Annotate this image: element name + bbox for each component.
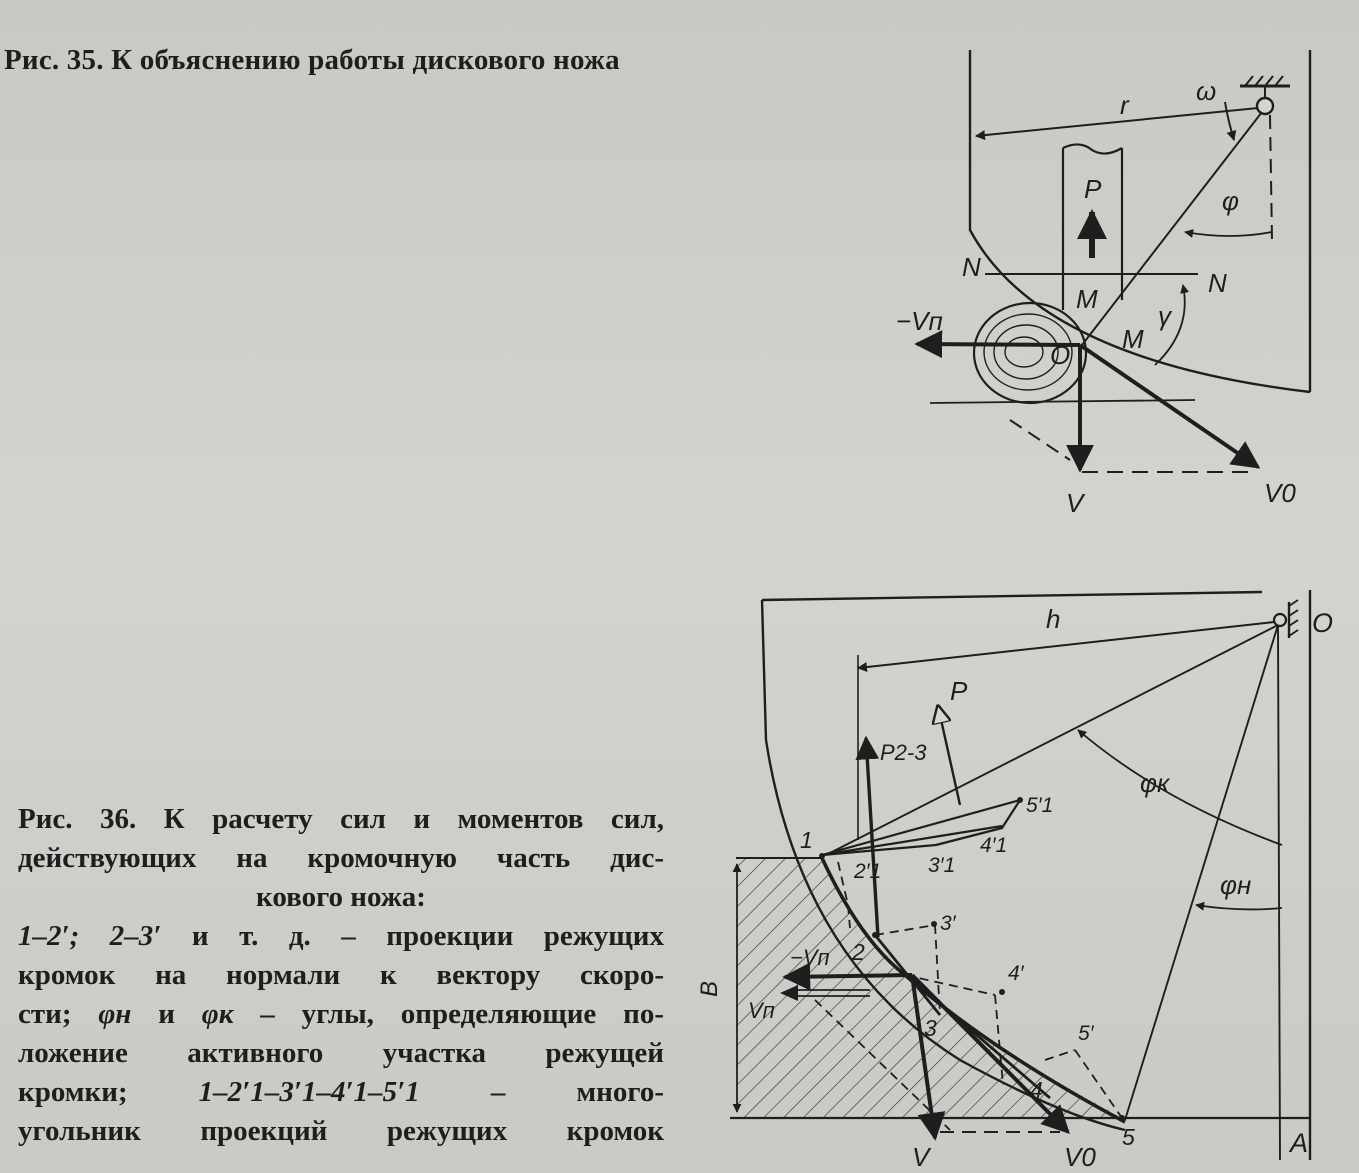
caption-36-title-line3: кового ножа:: [256, 881, 426, 913]
fig35-label-n-left: N: [962, 252, 981, 282]
caption-36-phi-k: φк: [201, 998, 234, 1030]
fig36-label-v: V: [912, 1142, 930, 1172]
caption-36-desc-line3c: – углы, определяющие по-: [233, 998, 664, 1030]
fig36-label-p: P: [950, 676, 968, 706]
fig36-label-2prime1: 2′1: [854, 860, 882, 883]
fig36-label-v0: V0: [1064, 1142, 1096, 1172]
caption-36-polygon: 1–2′1–3′1–4′1–5′1: [198, 1076, 420, 1108]
fig35-label-r: r: [1120, 90, 1129, 120]
fig35-label-gamma: γ: [1158, 301, 1171, 331]
fig35-label-m-right: M: [1122, 324, 1144, 354]
fig36-label-3prime1: 3′1: [928, 854, 956, 877]
fig36-label-4prime: 4′: [1008, 962, 1024, 985]
fig35-label-p: P: [1084, 174, 1102, 204]
fig36-label-a: A: [1290, 1128, 1309, 1158]
fig36-label-h: h: [1046, 604, 1061, 634]
fig36-label-5: 5: [1122, 1124, 1135, 1150]
fig36-label-o: O: [1312, 608, 1334, 638]
caption-36-title-line2: действующих на кромочную часть дис-: [18, 842, 664, 874]
caption-36-desc-line6: угольник проекций режущих кромок: [18, 1115, 664, 1147]
fig36-label-1: 1: [800, 827, 813, 853]
fig35-label-m-top: M: [1076, 284, 1098, 314]
fig35-label-o: O: [1050, 340, 1071, 370]
fig36-label-4prime1: 4′1: [980, 834, 1008, 857]
fig36-label-5prime1: 5′1: [1026, 794, 1054, 817]
fig36-label-p23: P2-3: [880, 740, 927, 765]
fig35-label-v: V: [1066, 488, 1084, 518]
caption-36-desc-line3b: и: [131, 998, 202, 1030]
fig36-label-vn: Vп: [748, 998, 775, 1023]
fig35-label-omega: ω: [1196, 76, 1217, 106]
fig35-label-minus-vn: −Vп: [896, 306, 943, 336]
fig35-label-n-right: N: [1208, 268, 1227, 298]
fig36-label-phi-k: φк: [1140, 768, 1170, 798]
fig36-left-outline: [762, 600, 766, 740]
caption-36-phi-n: φн: [98, 998, 132, 1030]
fig36-label-phi-n: φн: [1220, 870, 1252, 900]
caption-36-desc-line3a: сти;: [18, 998, 99, 1030]
caption-36-segments: 1–2′; 2–3′: [18, 920, 162, 952]
fig36-phi-k-arc: [1078, 730, 1282, 845]
caption-36-desc-line2: кромок на нормали к вектору скоро-: [18, 959, 664, 991]
caption-36-title-line1: Рис. 36. К расчету сил и моментов сил,: [18, 803, 664, 835]
fig36-phi-n-arc: [1196, 905, 1282, 909]
fig36-top-boundary: [762, 592, 1262, 600]
fig36-label-5prime: 5′: [1078, 1022, 1094, 1045]
fig36-label-b: B: [696, 980, 723, 997]
fig35-label-v0: V0: [1264, 478, 1296, 508]
fig36-label-2: 2: [852, 939, 865, 965]
fig36-label-3prime: 3′: [940, 912, 956, 935]
fig36-minus-vn-arrow: [785, 975, 912, 977]
caption-36-desc-line5b: – много-: [419, 1076, 664, 1108]
caption-36-desc-line4: ложение активного участка режущей: [18, 1037, 664, 1069]
fig36-label-3: 3: [924, 1015, 937, 1041]
fig36-h-dimension: [858, 622, 1274, 668]
fig36-force-p-arrow: [938, 706, 960, 805]
fig36-label-minus-vn: −Vп: [790, 945, 830, 970]
fig36-force-p23-arrow: [866, 738, 878, 937]
caption-36-desc-line1-text: и т. д. – проекции режущих: [161, 920, 664, 952]
figure-35-caption: Рис. 35. К объяснению работы дискового ножа: [4, 44, 620, 76]
fig35-label-phi: φ: [1222, 186, 1239, 216]
caption-36-desc-line5a: кромки;: [18, 1076, 199, 1108]
fig36-label-4: 4: [1030, 1077, 1043, 1103]
